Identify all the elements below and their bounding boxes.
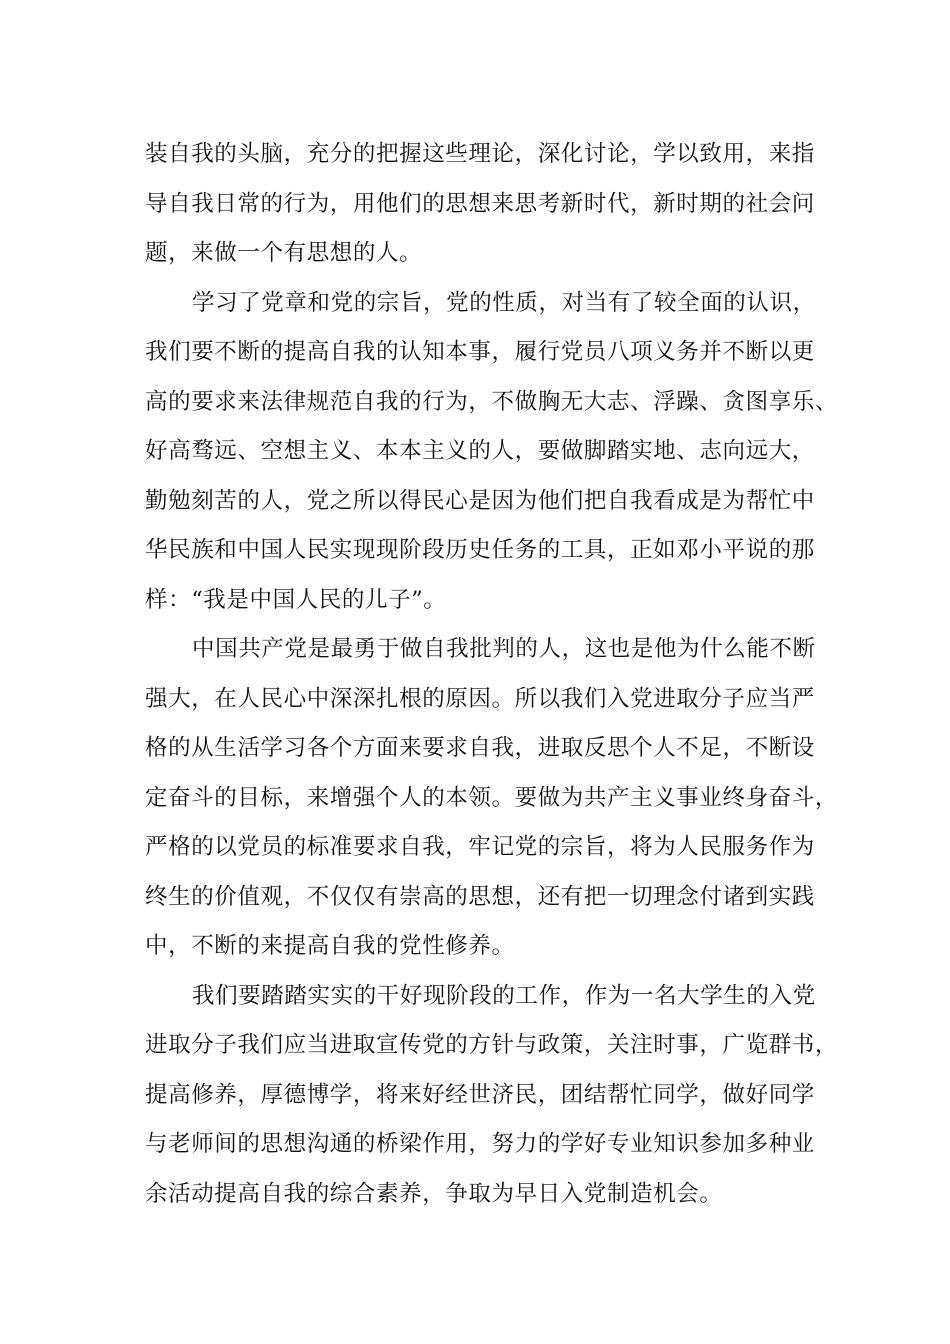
paragraph-first-line: 我们要踏踏实实的干好现阶段的工作，作为一名大学生的入党 <box>192 982 816 1009</box>
text-line: 华民族和中国人民实现现阶段历史任务的工具，正如邓小平说的那 <box>145 537 815 563</box>
text-line: 强大，在人民心中深深扎根的原因。所以我们入党进取分子应当严 <box>145 685 815 712</box>
text-line: 好高骛远、空想主义、本本主义的人，要做脚踏实地、志向远大， <box>145 438 815 464</box>
document-body <box>145 130 839 1219</box>
text-line: 进取分子我们应当进取宣传党的方针与政策，关注时事，广览群书， <box>145 1032 839 1058</box>
text-line: 格的从生活学习各个方面来要求自我，进取反思个人不足，不断设 <box>145 735 815 761</box>
paragraph-first-line: 学习了党章和党的宗旨，党的性质，对当有了较全面的认识， <box>192 289 816 316</box>
text-line: 样：“我是中国人民的儿子”。 <box>145 586 447 613</box>
text-line: 勤勉刻苦的人，党之所以得民心是因为他们把自我看成是为帮忙中 <box>145 487 815 514</box>
text-line: 装自我的头脑，充分的把握这些理论，深化讨论，学以致用，来指 <box>145 141 815 167</box>
text-line: 中，不断的来提高自我的党性修养。 <box>145 933 515 959</box>
text-line: 与老师间的思想沟通的桥梁作用，努力的学好专业知识参加多种业 <box>145 1131 815 1157</box>
text-line: 题，来做一个有思想的人。 <box>145 240 423 266</box>
text-line: 导自我日常的行为，用他们的思想来思考新时代，新时期的社会问 <box>145 190 815 217</box>
text-line: 高的要求来法律规范自我的行为，不做胸无大志、浮躁、贪图享乐、 <box>145 388 839 415</box>
paragraph-first-line: 中国共产党是最勇于做自我批判的人，这也是他为什么能不断 <box>192 636 816 662</box>
text-line: 提高修养，厚德博学，将来好经世济民，团结帮忙同学，做好同学 <box>145 1081 815 1108</box>
text-line: 余活动提高自我的综合素养，争取为早日入党制造机会。 <box>145 1180 723 1207</box>
text-line: 定奋斗的目标，来增强个人的本领。要做为共产主义事业终身奋斗， <box>145 784 839 811</box>
text-line: 我们要不断的提高自我的认知本事，履行党员八项义务并不断以更 <box>145 339 815 365</box>
text-line: 严格的以党员的标准要求自我，牢记党的宗旨，将为人民服务作为 <box>145 834 815 860</box>
text-line: 终生的价值观，不仅仅有崇高的思想，还有把一切理念付诸到实践 <box>145 883 815 910</box>
